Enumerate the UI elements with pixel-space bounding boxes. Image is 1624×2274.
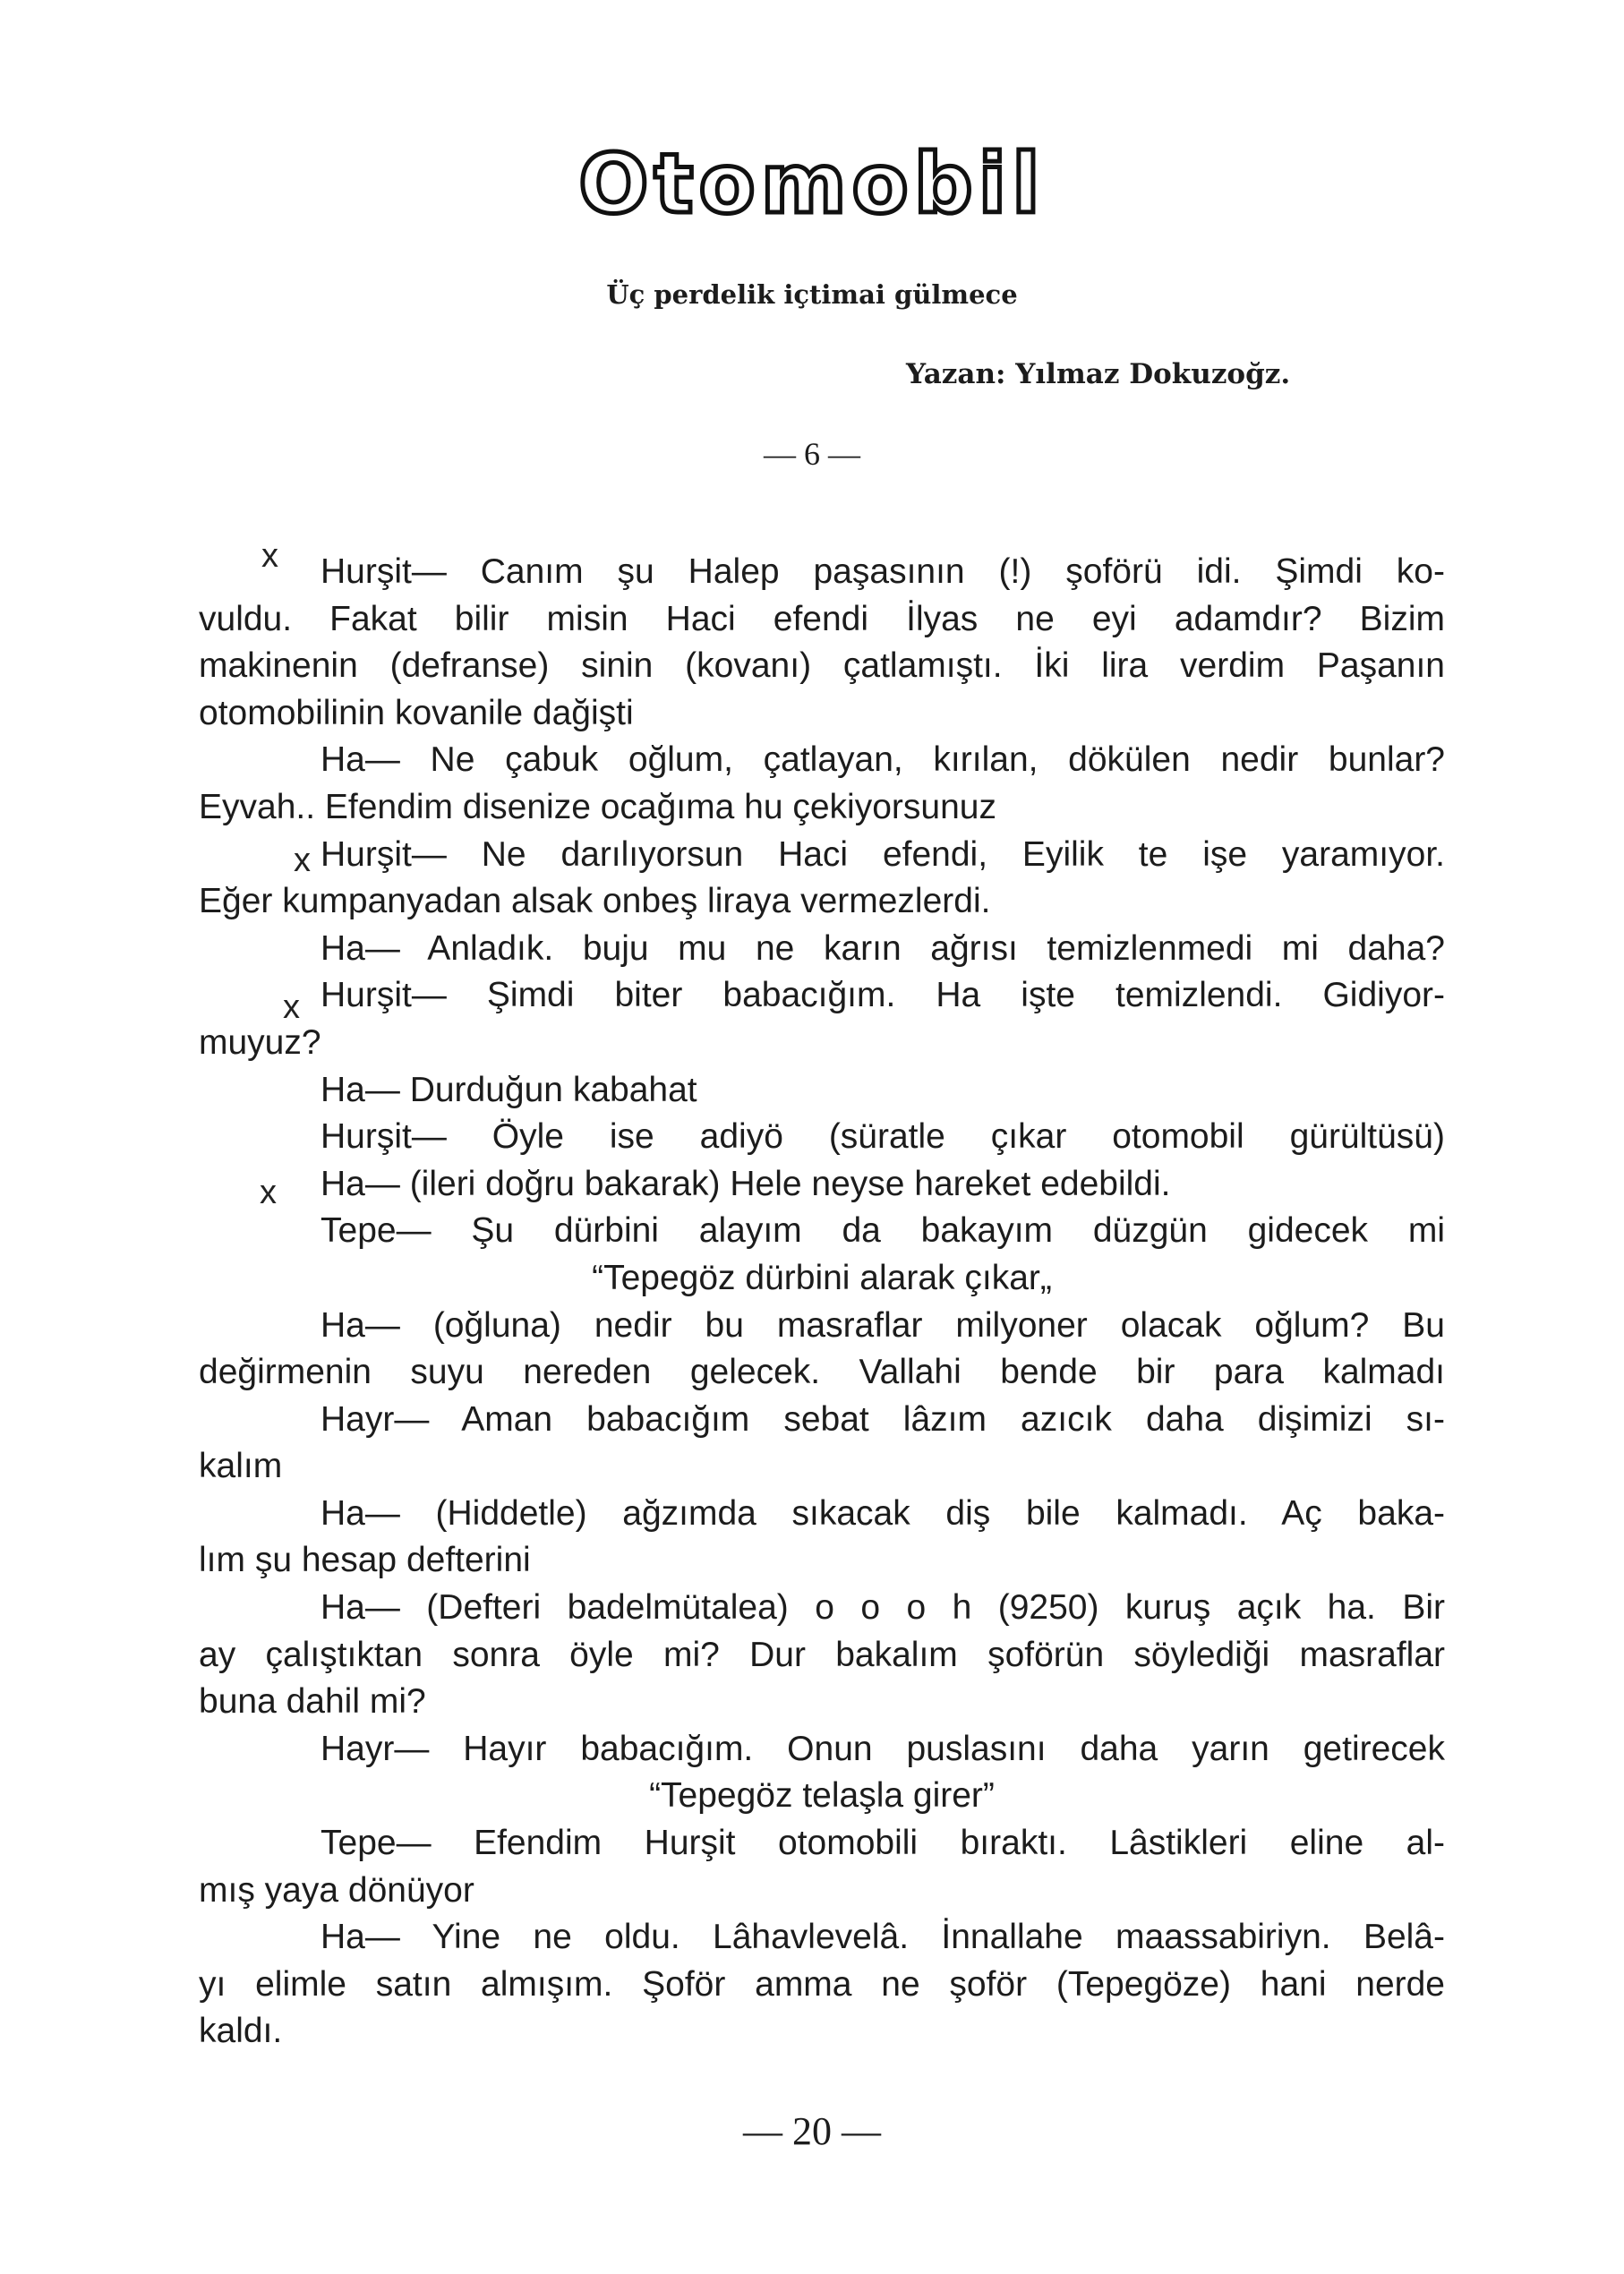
author-byline: Yazan: Yılmaz Dokuzoğz. xyxy=(906,358,1291,390)
text-line: otomobilinin kovanile dağişti xyxy=(199,693,634,732)
part-number: — 6 — xyxy=(764,436,860,472)
stage-direction: “Tepegöz telaşla girer” xyxy=(649,1776,995,1816)
play-title: Otomobil xyxy=(578,136,1046,232)
text-line: Tepe— Efendim Hurşit otomobili bıraktı. Lâstikleri eline al- xyxy=(321,1824,1445,1863)
margin-mark: x xyxy=(294,842,311,879)
text-line: kaldı. xyxy=(199,2012,283,2051)
play-subtitle: Üç perdelik içtimai gülmece xyxy=(606,279,1018,310)
play-text xyxy=(199,549,1445,2056)
text-line: ay çalıştıktan sonra öyle mi? Dur bakalım şoförün söylediği masraflar xyxy=(199,1635,1445,1674)
text-line: Tepe— Şu dürbini alayım da bakayım düzgün gidecek mi xyxy=(321,1211,1445,1251)
text-line: Hayr— Hayır babacığım. Onun puslasını daha yarın getirecek xyxy=(321,1729,1445,1768)
text-line: vuldu. Fakat bilir misin Haci efendi İlyas ne eyi adamdır? Bizim xyxy=(199,599,1445,638)
stage-direction: “Tepegöz dürbini alarak çıkar„ xyxy=(592,1258,1052,1297)
text-line: Ha— (ileri doğru bakarak) Hele neyse hareket edebildi. xyxy=(321,1164,1171,1203)
text-line: Ha— Anladık. buju mu ne karın ağrısı temizlenmedi mi daha? xyxy=(321,928,1445,968)
text-line: Hurşit— Şimdi biter babacığım. Ha işte temizlendi. Gidiyor- xyxy=(321,976,1445,1015)
text-line: Ha— (Hiddetle) ağzımda sıkacak diş bile kalmadı. Aç baka- xyxy=(321,1493,1445,1533)
text-line: Ha— (Defteri badelmütalea) o o o h (9250) kuruş açık ha. Bir xyxy=(321,1588,1445,1628)
text-line: Eğer kumpanyadan alsak onbeş liraya vermezlerdi. xyxy=(199,882,991,921)
text-line: Ha— Ne çabuk oğlum, çatlayan, kırılan, dökülen nedir bunlar? xyxy=(321,740,1445,780)
text-line: mış yaya dönüyor xyxy=(199,1870,474,1910)
text-line: Hayr— Aman babacığım sebat lâzım azıcık daha dişimizi sı- xyxy=(321,1399,1445,1439)
text-line: yı elimle satın almışım. Şoför amma ne şoför (Tepegöze) hani nerde xyxy=(199,1964,1445,2004)
text-line: lım şu hesap defterini xyxy=(199,1541,531,1580)
text-line: buna dahil mi? xyxy=(199,1682,426,1722)
margin-mark: x xyxy=(261,537,278,575)
text-line: kalım xyxy=(199,1447,283,1486)
text-line: makinenin (defranse) sinin (kovanı) çatlamıştı. İki lira verdim Paşanın xyxy=(199,646,1445,686)
text-line: muyuz? xyxy=(199,1022,321,1062)
text-line: Hurşit— Ne darılıyorsun Haci efendi, Eyilik te işe yaramıyor. xyxy=(321,834,1445,874)
margin-mark: x xyxy=(260,1174,277,1211)
text-line: Ha— Durduğun kabahat xyxy=(321,1070,697,1109)
text-line: Hurşit— Öyle ise adiyö (süratle çıkar otomobil gürültüsü) xyxy=(321,1117,1445,1157)
text-line: Ha— (oğluna) nedir bu masraflar milyoner olacak oğlum? Bu xyxy=(321,1305,1445,1345)
text-line: Eyvah.. Efendim disenize ocağıma hu çekiyorsunuz xyxy=(199,787,996,826)
margin-mark: x xyxy=(283,988,300,1026)
page-number: — 20 — xyxy=(743,2109,881,2153)
text-line: Hurşit— Canım şu Halep paşasının (!) şoförü idi. Şimdi ko- xyxy=(321,552,1445,591)
text-line: değirmenin suyu nereden gelecek. Vallahi bende bir para kalmadı xyxy=(199,1353,1445,1392)
text-line: Ha— Yine ne oldu. Lâhavlevelâ. İnnallahe maassabiriyn. Belâ- xyxy=(321,1918,1445,1957)
